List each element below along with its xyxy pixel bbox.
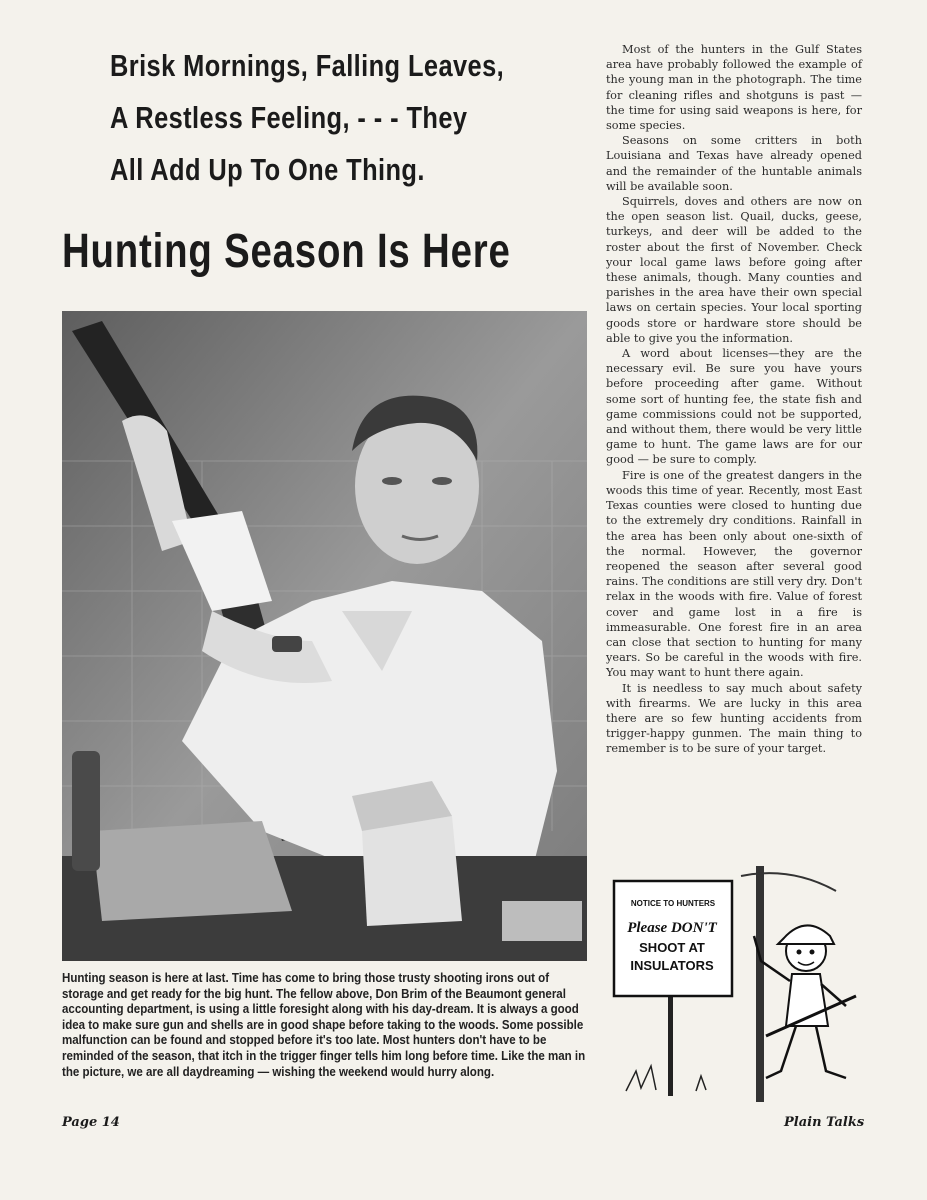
- sign-please-dont: Please DON'T: [627, 920, 717, 936]
- publication-name: Plain Talks: [784, 1115, 865, 1130]
- article-column: [606, 42, 862, 757]
- article-paragraph-4: A word about licenses—they are the necessary evil. Be sure you have yours before proceeding after game. Without some sort of hunting fee, the state fish and game commissions could not be supported, and without them, there would be very little game to hunt. The game laws are for our good — be sure to comply.: [606, 347, 862, 467]
- article-paragraph-5: Fire is one of the greatest dangers in the woods this time of year. Recently, most East Texas counties were closed to hunting due to the extremely dry conditions. Rainfall in the area has been only about one-sixth of the normal. However, the governor reopened the season after several good rains. The conditions are still very dry. Don't relax in the woods with fire. Value of forest cover and game lost in a fire is immeasurable. One forest fire in an area can close that section to hunting for many years. So be careful in the woods with fire. You may want to hunt there again.: [606, 468, 862, 680]
- subhead-line-2: A Restless Feeling, - - - They: [110, 100, 468, 135]
- cartoon-illustration: [606, 866, 868, 1102]
- photo-illustration: [62, 311, 587, 961]
- article-paragraph-1: Most of the hunters in the Gulf States area have probably followed the example of the young man in the photograph. The time for cleaning rifles and shotguns is past — the time for using said weapons is here, for some species.: [606, 43, 862, 133]
- sign-shoot-at: SHOOT AT: [639, 940, 705, 955]
- headline: Hunting Season Is Here: [62, 225, 511, 278]
- subheadline: [110, 40, 505, 196]
- sign-notice: NOTICE TO HUNTERS: [630, 899, 716, 908]
- article-paragraph-6: It is needless to say much about safety with firearms. We are lucky in this area there are so few hunting accidents from trigger-happy gunmen. The main thing to remember is to be sure of your target.: [606, 681, 862, 756]
- subhead-line-1: Brisk Mornings, Falling Leaves,: [110, 48, 505, 83]
- page-number: Page 14: [62, 1115, 120, 1130]
- subhead-line-3: All Add Up To One Thing.: [110, 152, 425, 187]
- article-paragraph-3: Squirrels, doves and others are now on the open season list. Quail, ducks, geese, turkeys, and deer will be added to the roster about the first of November. Check your local game laws before going after these animals, though. Many counties and parishes in the area have their own special laws on certain species. Your local sporting goods store or hardware store should be able to give you the information.: [606, 195, 862, 345]
- hunter-photo: [62, 311, 587, 961]
- sign-insulators: INSULATORS: [630, 958, 714, 973]
- article-paragraph-2: Seasons on some critters in both Louisiana and Texas have already opened and the remainder of the huntable animals will be available soon.: [606, 134, 862, 193]
- reddy-kilowatt-cartoon: [606, 866, 868, 1102]
- photo-caption: Hunting season is here at last. Time has come to bring those trusty shooting irons out of storage and get ready for the big hunt. The fellow above, Don Brim of the Beaumont general accounting department, is using a little foresight along with his day-dream. It is always a good idea to make sure gun and shells are in good shape before taking to the woods. Some possible malfunction can be found and stopped before it's too late. Most hunters don't have to be reminded of the season, that itch in the trigger finger tells him long before time. Like the man in the picture, we are all daydreaming — wishing the weekend would hurry along.: [62, 970, 586, 1079]
